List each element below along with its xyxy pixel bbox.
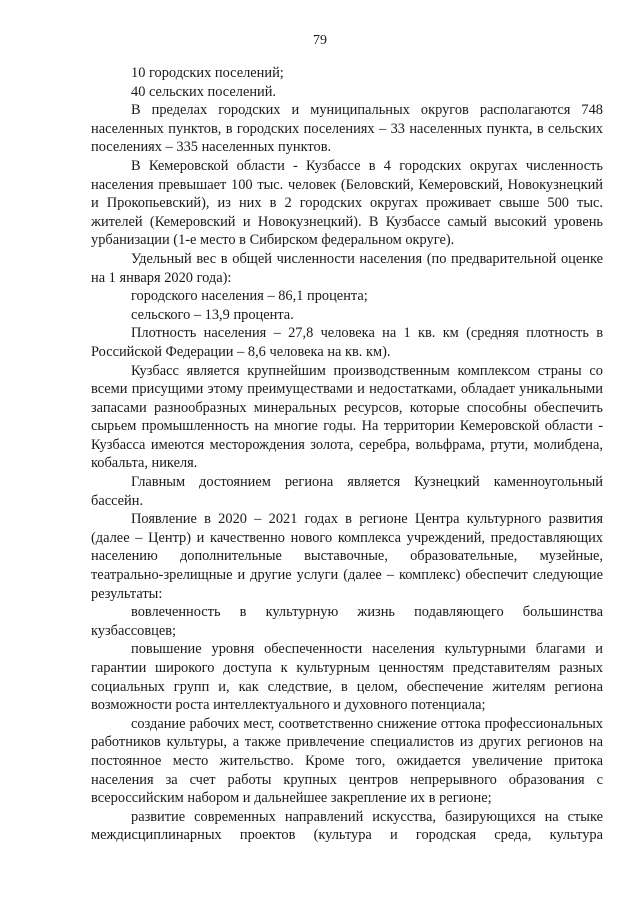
paragraph: Появление в 2020 – 2021 годах в регионе Центра культурного развития (далее – Центр) и качественно нового комплекса учреждений, предоставляющих населению дополнительные выставочные, образовательные, музейные, театрально-зрелищные и другие услуги (далее – комплекс) обеспечит следующие результаты: [91, 511, 603, 602]
page-number: 79 [313, 33, 327, 48]
paragraph: Кузбасс является крупнейшим производственным комплексом страны со всеми присущими этому преимуществами и недостатками, обладает уникальными запасами разнообразных минеральных ресурсов, которые способны обеспечить сырьем промышленность на многие годы. На территории Кемеровской области - Кузбасса имеются месторождения золота, серебра, вольфрама, ртути, молибдена, кобальта, никеля. [91, 362, 603, 472]
paragraph: Главным достоянием региона является Кузнецкий каменноугольный бассейн. [91, 474, 603, 509]
body-text [91, 64, 603, 845]
paragraph: Удельный вес в общей численности населения (по предварительной оценке на 1 января 2020 года): [91, 250, 603, 286]
list-item: развитие современных направлений искусства, базирующихся на стыке междисциплинарных проектов (культура и городская среда, культура [91, 808, 603, 844]
list-item: создание рабочих мест, соответственно снижение оттока профессиональных работников культуры, а также привлечение специалистов из других регионов на постоянное место жительство. Кроме того, ожидается увеличение притока населения за счет работы крупных центров непрерывного образования с всероссийским набором и дальнейшее закрепление их в регионе; [91, 715, 603, 807]
list-item: 40 сельских поселений. [131, 83, 277, 100]
list-item: вовлеченность в культурную жизнь подавляющего большинства кузбассовцев; [91, 604, 603, 639]
list-item: сельского – 13,9 процента. [131, 306, 294, 323]
list-item: городского населения – 86,1 процента; [131, 288, 368, 305]
paragraph: Плотность населения – 27,8 человека на 1 кв. км (средняя плотность в Российской Федерации – 8,6 человека на кв. км). [91, 325, 603, 360]
list-item: 10 городских поселений; [131, 65, 284, 81]
paragraph: В пределах городских и муниципальных округов располагаются 748 населенных пунктов, в городских поселениях – 33 населенных пункта, в сельских поселениях – 335 населенных пунктов. [91, 102, 603, 156]
list-item: повышение уровня обеспеченности населения культурными благами и гарантии широкого доступа к культурным ценностям представителям разных социальных групп и, как следствие, в целом, обеспечение жителям региона возможности роста интеллектуального и духовного потенциала; [91, 641, 603, 714]
paragraph: В Кемеровской области - Кузбассе в 4 городских округах численность населения превышает 100 тыс. человек (Беловский, Кемеровский, Новокузнецкий и Прокопьевский), из них в 2 городских округах проживает свыше 500 тыс. жителей (Кемеровский и Новокузнецкий). В Кузбассе самый высокий уровень урбанизации (1-е место в Сибирском федеральном округе). [91, 157, 603, 249]
